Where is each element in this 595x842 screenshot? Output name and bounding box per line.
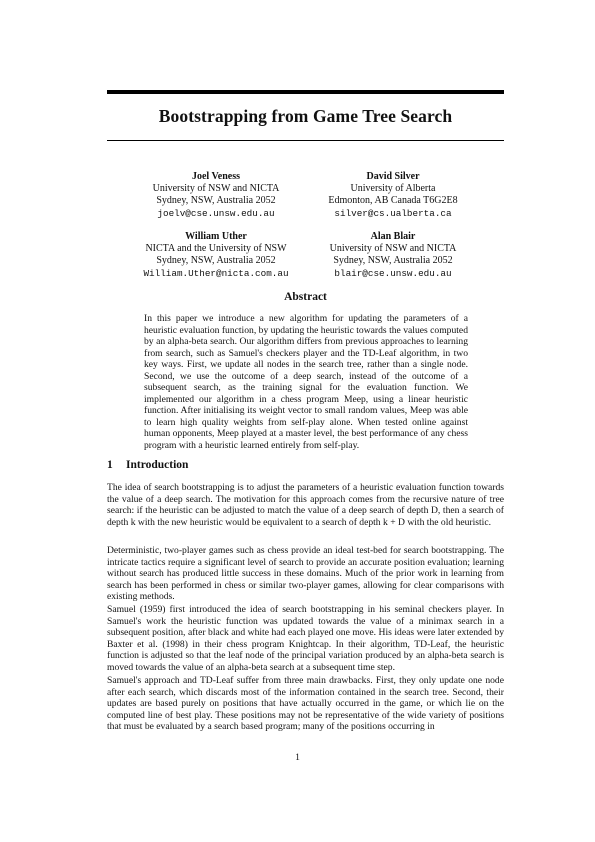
author-address: Sydney, NSW, Australia 2052 [156,195,276,207]
section-title: Introduction [126,459,189,471]
author-email: joelv@cse.unsw.edu.au [157,207,275,219]
author-address: Sydney, NSW, Australia 2052 [333,255,453,267]
author-email: William.Uther@nicta.com.au [143,267,289,279]
body-paragraph: Samuel (1959) first introduced the idea of search bootstrapping in his seminal checkers player. In Samuel's work the heuristic function was updated towards the value of a minimax search in a subsequent position, after black and white had each played one move. His ideas were later extended by Baxter et al. (1998) in their chess program Knightcap. In their algorithm, TD-Leaf, the heuristic function is adjusted so that the leaf node of the principal variation produced by an alpha-beta search is moved towards the value of an alpha-beta search at a subsequent time step. [107,604,504,673]
author-affiliation: University of Alberta [350,183,436,195]
title-bottom-rule [107,140,504,141]
author-name: William Uther [185,231,247,242]
author-block [293,231,493,280]
author-block [116,171,316,220]
body-paragraph: Samuel's approach and TD-Leaf suffer from three main drawbacks. First, they only update one node after each search, which discards most of the information contained in the search tree. Second, their updates are based purely on positions that have actually occurred in the game, or which lie on the computed line of best play. These positions may not be representative of the wide variety of positions that must be evaluated by a search based program; many of the positions occurring in [107,675,504,732]
abstract-heading: Abstract [284,291,327,303]
page-number: 1 [295,752,300,763]
body-paragraph: The idea of search bootstrapping is to adjust the parameters of a heuristic evaluation function towards the value of a deep search. The motivation for this approach comes from the recursive nature of tree search: if the heuristic can be adjusted to match the value of a deep search of depth D, then a search of depth k with the new heuristic would be equivalent to a search of depth k + D with the old heuristic. [107,482,504,528]
author-email: silver@cs.ualberta.ca [334,207,452,219]
author-name: David Silver [366,171,420,182]
section-number: 1 [107,459,113,471]
author-affiliation: University of NSW and NICTA [152,183,280,195]
title-top-rule [107,90,504,94]
abstract-text: In this paper we introduce a new algorithm for updating the parameters of a heuristic evaluation function, by updating the heuristic towards the values computed by an alpha-beta search. Our algorithm differs from previous approaches to learning from search, such as Samuel's checkers player and the TD-Leaf algorithm, in two key ways. First, we update all nodes in the search tree, rather than a single node. Second, we use the outcome of a deep search, instead of the outcome of a subsequent search, as the training signal for the evaluation function. We implemented our algorithm in a chess program Meep, using a linear heuristic function. After initialising its weight vector to small random values, Meep was able to learn high quality weights from self-play alone. When tested online against human opponents, Meep played at a master level, the best performance of any chess program with a heuristic learned entirely from self-play. [144,313,468,451]
author-block [116,231,316,280]
author-address: Edmonton, AB Canada T6G2E8 [328,195,458,207]
author-block [293,171,493,220]
author-email: blair@cse.unsw.edu.au [334,267,452,279]
body-paragraph: Deterministic, two-player games such as chess provide an ideal test-bed for search bootstrapping. The intricate tactics require a significant level of search to provide an accurate position evaluation; learning without search has produced little success in these domains. Much of the prior work in learning from search has been performed in chess or similar two-player games, allowing for clear comparisons with existing methods. [107,545,504,602]
author-name: Alan Blair [370,231,416,242]
paper-title: Bootstrapping from Game Tree Search [158,106,453,126]
author-address: Sydney, NSW, Australia 2052 [156,255,276,267]
section-heading [107,459,188,471]
author-affiliation: NICTA and the University of NSW [145,243,287,255]
author-name: Joel Veness [191,171,241,182]
author-affiliation: University of NSW and NICTA [329,243,457,255]
